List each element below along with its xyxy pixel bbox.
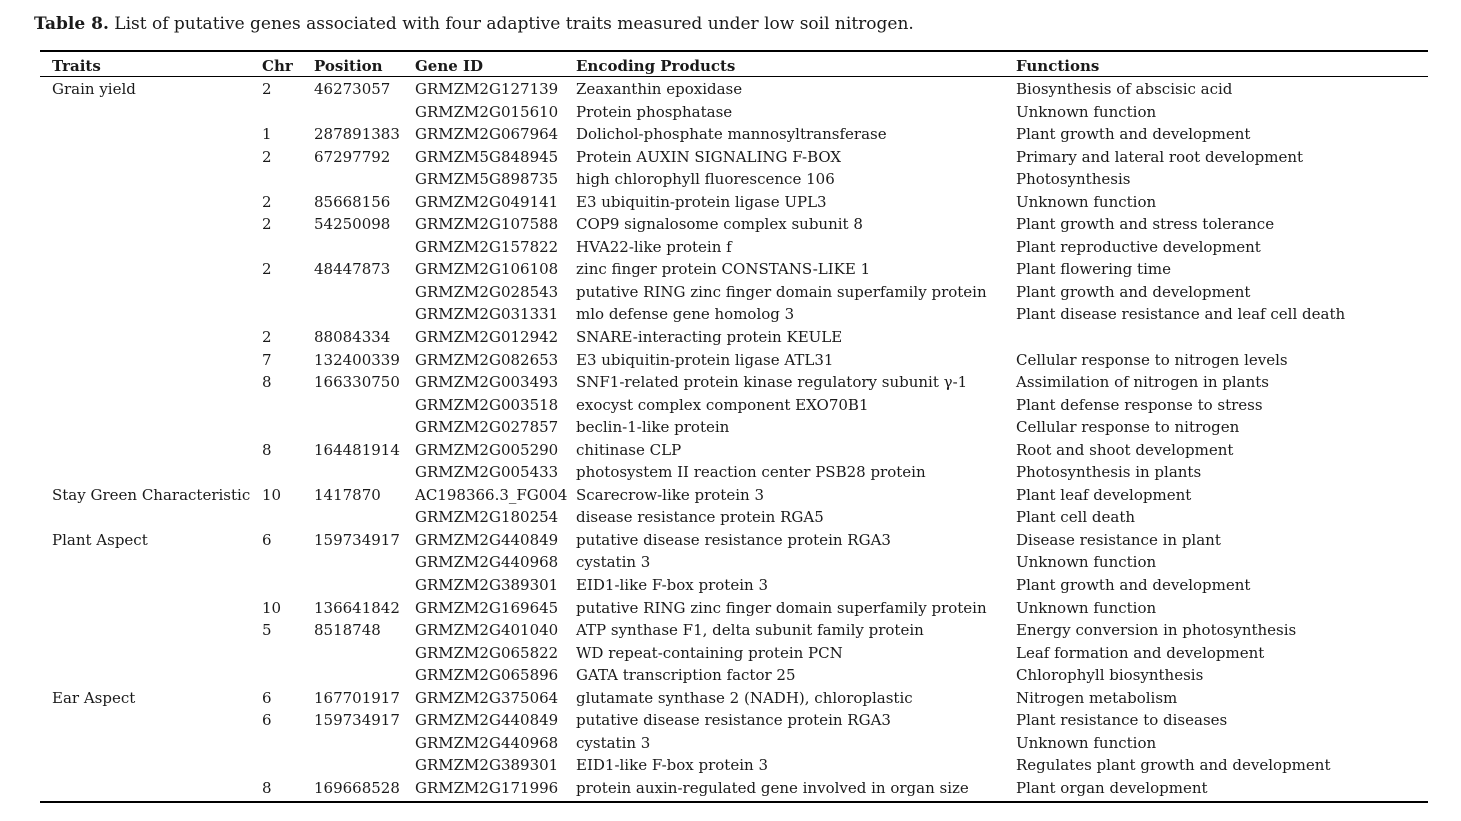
table-row xyxy=(40,213,1428,236)
cell-chr: 8 xyxy=(262,440,272,459)
cell-function: Biosynthesis of abscisic acid xyxy=(1016,80,1233,98)
cell-encoding-product: putative disease resistance protein RGA3 xyxy=(576,530,891,549)
table-row xyxy=(40,439,1428,462)
cell-encoding-product: beclin-1-like protein xyxy=(576,418,730,437)
cell-position: 159734917 xyxy=(314,711,400,730)
cell-function: Plant leaf development xyxy=(1016,485,1192,504)
table-row xyxy=(40,394,1428,417)
cell-encoding-product: mlo defense gene homolog 3 xyxy=(576,305,795,324)
cell-encoding-product: E3 ubiquitin-protein ligase ATL31 xyxy=(576,350,834,369)
header-position: Position xyxy=(314,57,383,75)
cell-gene-id: GRMZM2G028543 xyxy=(415,282,559,301)
table-row xyxy=(40,78,1428,101)
cell-gene-id: GRMZM5G898735 xyxy=(415,170,559,189)
table-row xyxy=(40,709,1428,732)
table-row xyxy=(40,281,1428,304)
cell-position: 54250098 xyxy=(314,215,391,234)
cell-trait: Plant Aspect xyxy=(52,530,148,549)
table-row xyxy=(40,777,1428,800)
cell-gene-id: GRMZM2G003493 xyxy=(415,373,559,392)
cell-position: 136641842 xyxy=(314,598,400,617)
cell-function: Plant flowering time xyxy=(1016,260,1171,279)
header-gene-id: Gene ID xyxy=(415,57,484,75)
cell-chr: 6 xyxy=(262,530,272,549)
cell-chr: 2 xyxy=(262,328,272,347)
cell-position: 85668156 xyxy=(314,192,391,211)
cell-encoding-product: putative disease resistance protein RGA3 xyxy=(576,711,891,730)
table-row xyxy=(40,664,1428,687)
cell-position: 169668528 xyxy=(314,778,400,797)
cell-chr: 10 xyxy=(262,485,282,504)
cell-encoding-product: cystatin 3 xyxy=(576,733,651,752)
table-row xyxy=(40,484,1428,507)
cell-encoding-product: putative RING zinc finger domain superfamily protein xyxy=(576,282,987,301)
table-row xyxy=(40,371,1428,394)
cell-gene-id: GRMZM2G082653 xyxy=(415,350,559,369)
table-header-row xyxy=(40,52,1428,77)
cell-encoding-product: Zeaxanthin epoxidase xyxy=(576,80,743,98)
cell-function: Root and shoot development xyxy=(1016,440,1234,459)
cell-gene-id: GRMZM2G171996 xyxy=(415,778,559,797)
cell-chr: 2 xyxy=(262,147,272,166)
table-row xyxy=(40,168,1428,191)
cell-gene-id: GRMZM2G005433 xyxy=(415,463,559,482)
cell-gene-id: GRMZM2G067964 xyxy=(415,125,559,144)
cell-encoding-product: Protein phosphatase xyxy=(576,102,733,121)
cell-gene-id: GRMZM2G180254 xyxy=(415,508,559,527)
cell-encoding-product: zinc finger protein CONSTANS-LIKE 1 xyxy=(576,260,871,279)
cell-function: Plant growth and development xyxy=(1016,576,1251,595)
cell-position: 46273057 xyxy=(314,80,391,98)
cell-function: Disease resistance in plant xyxy=(1016,530,1221,549)
table-row xyxy=(40,258,1428,281)
cell-gene-id: GRMZM2G401040 xyxy=(415,621,559,640)
table-row xyxy=(40,619,1428,642)
cell-function: Plant growth and stress tolerance xyxy=(1016,215,1275,234)
cell-chr: 1 xyxy=(262,125,272,144)
cell-position: 167701917 xyxy=(314,688,400,707)
cell-encoding-product: COP9 signalosome complex subunit 8 xyxy=(576,215,863,234)
cell-trait: Grain yield xyxy=(52,80,136,98)
cell-encoding-product: Protein AUXIN SIGNALING F-BOX xyxy=(576,147,842,166)
table-row xyxy=(40,642,1428,665)
header-functions: Functions xyxy=(1016,57,1100,75)
cell-encoding-product: E3 ubiquitin-protein ligase UPL3 xyxy=(576,192,827,211)
cell-encoding-product: SNF1-related protein kinase regulatory subunit γ-1 xyxy=(576,373,968,392)
table-row xyxy=(40,597,1428,620)
cell-function: Plant disease resistance and leaf cell death xyxy=(1016,305,1346,324)
cell-function: Plant cell death xyxy=(1016,508,1136,527)
cell-function: Photosynthesis in plants xyxy=(1016,463,1202,482)
cell-function: Plant resistance to diseases xyxy=(1016,711,1228,730)
cell-encoding-product: Scarecrow-like protein 3 xyxy=(576,485,764,504)
cell-function: Cellular response to nitrogen levels xyxy=(1016,350,1288,369)
cell-function: Assimilation of nitrogen in plants xyxy=(1016,373,1269,392)
cell-chr: 6 xyxy=(262,688,272,707)
cell-gene-id: GRMZM2G127139 xyxy=(415,80,559,98)
cell-gene-id: GRMZM2G106108 xyxy=(415,260,559,279)
table-row xyxy=(40,236,1428,259)
cell-position: 159734917 xyxy=(314,530,400,549)
cell-chr: 8 xyxy=(262,373,272,392)
cell-position: 1417870 xyxy=(314,485,381,504)
table-row xyxy=(40,349,1428,372)
gene-table xyxy=(40,50,1428,803)
cell-position: 48447873 xyxy=(314,260,391,279)
cell-gene-id: GRMZM2G012942 xyxy=(415,328,559,347)
cell-encoding-product: EID1-like F-box protein 3 xyxy=(576,756,768,775)
cell-function: Energy conversion in photosynthesis xyxy=(1016,621,1297,640)
cell-encoding-product: exocyst complex component EXO70B1 xyxy=(576,395,869,414)
table-row xyxy=(40,416,1428,439)
cell-gene-id: AC198366.3_FG004 xyxy=(415,485,568,504)
cell-encoding-product: glutamate synthase 2 (NADH), chloroplastic xyxy=(576,688,913,707)
cell-function: Unknown function xyxy=(1016,733,1157,752)
cell-encoding-product: SNARE-interacting protein KEULE xyxy=(576,328,843,347)
cell-trait: Ear Aspect xyxy=(52,688,136,707)
cell-chr: 7 xyxy=(262,350,272,369)
cell-position: 164481914 xyxy=(314,440,400,459)
table-caption xyxy=(34,13,914,35)
header-encoding-products: Encoding Products xyxy=(576,57,736,75)
cell-function: Plant defense response to stress xyxy=(1016,395,1263,414)
cell-trait: Stay Green Characteristic xyxy=(52,485,251,504)
table-row xyxy=(40,574,1428,597)
table-row xyxy=(40,687,1428,710)
cell-encoding-product: GATA transcription factor 25 xyxy=(576,666,796,685)
table-row xyxy=(40,146,1428,169)
cell-chr: 10 xyxy=(262,598,282,617)
cell-chr: 2 xyxy=(262,192,272,211)
cell-chr: 5 xyxy=(262,621,272,640)
cell-encoding-product: EID1-like F-box protein 3 xyxy=(576,576,768,595)
table-row xyxy=(40,123,1428,146)
cell-function: Unknown function xyxy=(1016,102,1157,121)
cell-function: Plant growth and development xyxy=(1016,282,1251,301)
cell-chr: 2 xyxy=(262,80,272,98)
cell-position: 166330750 xyxy=(314,373,400,392)
cell-position: 8518748 xyxy=(314,621,381,640)
table-row xyxy=(40,303,1428,326)
cell-gene-id: GRMZM5G848945 xyxy=(415,147,559,166)
table-row xyxy=(40,101,1428,124)
cell-encoding-product: Dolichol-phosphate mannosyltransferase xyxy=(576,125,887,144)
cell-gene-id: GRMZM2G003518 xyxy=(415,395,559,414)
cell-chr: 6 xyxy=(262,711,272,730)
cell-position: 88084334 xyxy=(314,328,391,347)
cell-gene-id: GRMZM2G157822 xyxy=(415,237,559,256)
cell-gene-id: GRMZM2G389301 xyxy=(415,756,559,775)
cell-function: Primary and lateral root development xyxy=(1016,147,1304,166)
cell-chr: 2 xyxy=(262,260,272,279)
cell-position: 132400339 xyxy=(314,350,400,369)
cell-gene-id: GRMZM2G065896 xyxy=(415,666,559,685)
cell-encoding-product: putative RING zinc finger domain superfamily protein xyxy=(576,598,987,617)
cell-encoding-product: protein auxin-regulated gene involved in organ size xyxy=(576,778,969,797)
header-traits: Traits xyxy=(52,57,101,75)
cell-gene-id: GRMZM2G065822 xyxy=(415,643,559,662)
cell-encoding-product: cystatin 3 xyxy=(576,553,651,572)
cell-encoding-product: WD repeat-containing protein PCN xyxy=(576,643,843,662)
cell-function: Leaf formation and development xyxy=(1016,643,1265,662)
cell-function: Photosynthesis xyxy=(1016,170,1131,189)
cell-gene-id: GRMZM2G389301 xyxy=(415,576,559,595)
cell-encoding-product: ATP synthase F1, delta subunit family protein xyxy=(576,621,924,640)
cell-function: Unknown function xyxy=(1016,598,1157,617)
cell-encoding-product: photosystem II reaction center PSB28 protein xyxy=(576,463,926,482)
cell-encoding-product: HVA22-like protein f xyxy=(576,237,732,256)
table-row xyxy=(40,754,1428,777)
cell-gene-id: GRMZM2G440968 xyxy=(415,553,559,572)
table-row xyxy=(40,529,1428,552)
cell-gene-id: GRMZM2G440849 xyxy=(415,530,559,549)
cell-encoding-product: disease resistance protein RGA5 xyxy=(576,508,824,527)
cell-position: 287891383 xyxy=(314,125,400,144)
cell-function: Nitrogen metabolism xyxy=(1016,688,1178,707)
cell-gene-id: GRMZM2G107588 xyxy=(415,215,559,234)
cell-function: Cellular response to nitrogen xyxy=(1016,418,1240,437)
table-row xyxy=(40,506,1428,529)
cell-gene-id: GRMZM2G440849 xyxy=(415,711,559,730)
cell-function: Chlorophyll biosynthesis xyxy=(1016,666,1204,685)
cell-position: 67297792 xyxy=(314,147,391,166)
cell-chr: 2 xyxy=(262,215,272,234)
caption-text: List of putative genes associated with four adaptive traits measured under low soil nitrogen. xyxy=(108,14,914,34)
cell-gene-id: GRMZM2G027857 xyxy=(415,418,559,437)
table-row xyxy=(40,732,1428,755)
cell-encoding-product: high chlorophyll fluorescence 106 xyxy=(576,170,835,189)
cell-gene-id: GRMZM2G015610 xyxy=(415,102,559,121)
cell-gene-id: GRMZM2G440968 xyxy=(415,733,559,752)
table-row xyxy=(40,326,1428,349)
cell-gene-id: GRMZM2G169645 xyxy=(415,598,559,617)
caption-label: Table 8. xyxy=(34,14,109,34)
cell-function: Plant organ development xyxy=(1016,778,1208,797)
cell-function: Unknown function xyxy=(1016,192,1157,211)
cell-gene-id: GRMZM2G005290 xyxy=(415,440,559,459)
cell-gene-id: GRMZM2G031331 xyxy=(415,305,559,324)
header-chr: Chr xyxy=(262,57,293,75)
cell-chr: 8 xyxy=(262,778,272,797)
table-row xyxy=(40,551,1428,574)
table-body xyxy=(40,77,1428,801)
cell-function: Unknown function xyxy=(1016,553,1157,572)
table-row xyxy=(40,191,1428,214)
table-row xyxy=(40,461,1428,484)
cell-function: Regulates plant growth and development xyxy=(1016,756,1331,775)
cell-encoding-product: chitinase CLP xyxy=(576,440,682,459)
cell-function: Plant reproductive development xyxy=(1016,237,1261,256)
cell-gene-id: GRMZM2G049141 xyxy=(415,192,559,211)
cell-function: Plant growth and development xyxy=(1016,125,1251,144)
cell-gene-id: GRMZM2G375064 xyxy=(415,688,559,707)
